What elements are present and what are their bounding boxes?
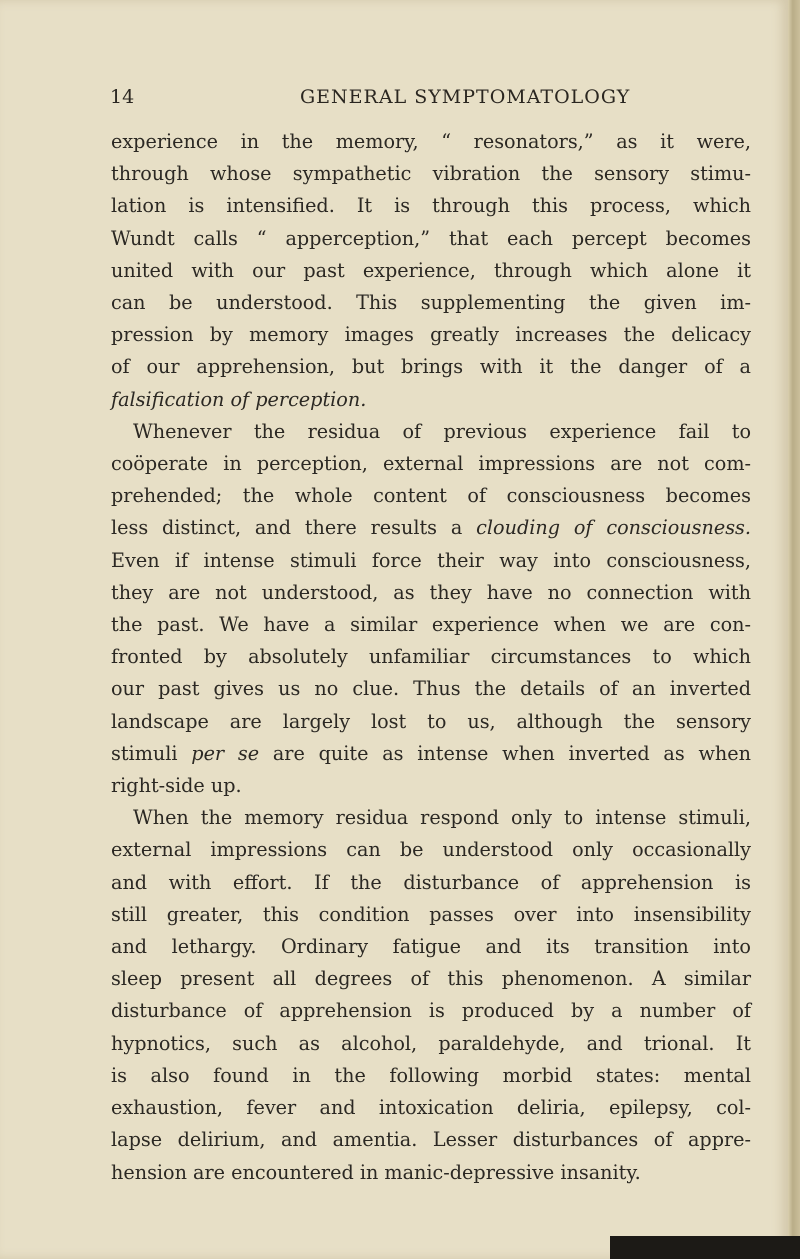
text-segment: less distinct, and there results a — [111, 516, 477, 540]
text-line: lapse delirium, and amentia. Lesser disturbances of appre- — [111, 1128, 751, 1152]
italic-phrase: clouding of consciousness. — [476, 516, 751, 540]
text-line: still greater, this condition passes over into insensibility — [111, 902, 751, 926]
text-line: and lethargy. Ordinary fatigue and its transition into — [111, 935, 751, 959]
text-line: Whenever the residua of previous experience fail to — [133, 419, 751, 443]
text-line: fronted by absolutely unfamiliar circumstances to which — [111, 645, 751, 669]
text-line: When the memory residua respond only to intense stimuli, — [133, 806, 751, 830]
body-text — [111, 126, 751, 1189]
text-line: sleep present all degrees of this phenomenon. A similar — [111, 967, 751, 991]
text-line: prehended; the whole content of consciousness becomes — [111, 484, 751, 508]
text-line — [111, 512, 751, 544]
text-line: our past gives us no clue. Thus the details of an inverted — [111, 677, 751, 701]
text-line: through whose sympathetic vibration the sensory stimu- — [111, 162, 751, 186]
text-line: landscape are largely lost to us, although the sensory — [111, 709, 751, 733]
page-edge — [788, 0, 800, 1259]
text-line: Even if intense stimuli force their way into consciousness, — [111, 548, 751, 572]
text-line: pression by memory images greatly increases the delicacy — [111, 323, 751, 347]
text-line — [111, 738, 751, 770]
italic-phrase: falsification of perception. — [111, 387, 367, 411]
text-line: of our apprehension, but brings with it the danger of a — [111, 355, 751, 379]
text-segment: are quite as intense when inverted as when — [259, 741, 751, 765]
text-line: united with our past experience, through which alone it — [111, 258, 751, 282]
text-line: the past. We have a similar experience when we are con- — [111, 613, 751, 637]
text-line — [111, 384, 751, 416]
text-line: right-side up. — [111, 774, 242, 798]
text-line: coöperate in perception, external impressions are not com- — [111, 452, 751, 476]
text-line: Wundt calls “ apperception,” that each percept becomes — [111, 226, 751, 250]
text-line: hypnotics, such as alcohol, paraldehyde, and trional. It — [111, 1031, 751, 1055]
page-header — [110, 86, 750, 116]
text-line: they are not understood, as they have no connection with — [111, 580, 751, 604]
text-line: hension are encountered in manic-depressive insanity. — [111, 1160, 641, 1184]
binding-shadow — [610, 1236, 800, 1259]
text-segment: stimuli — [111, 741, 192, 765]
text-line: and with effort. If the disturbance of apprehension is — [111, 870, 751, 894]
text-line: exhaustion, fever and intoxication deliria, epilepsy, col- — [111, 1096, 751, 1120]
text-line: can be understood. This supplementing the given im- — [111, 291, 751, 315]
text-line: lation is intensified. It is through this process, which — [111, 194, 751, 218]
running-title: GENERAL SYMPTOMATOLOGY — [300, 86, 631, 108]
page-number: 14 — [110, 86, 135, 108]
text-line: is also found in the following morbid states: mental — [111, 1063, 751, 1087]
italic-phrase: per se — [191, 741, 260, 765]
text-line: disturbance of apprehension is produced by a number of — [111, 999, 751, 1023]
text-line: external impressions can be understood only occasionally — [111, 838, 751, 862]
text-line: experience in the memory, “ resonators,” as it were, — [111, 130, 751, 153]
